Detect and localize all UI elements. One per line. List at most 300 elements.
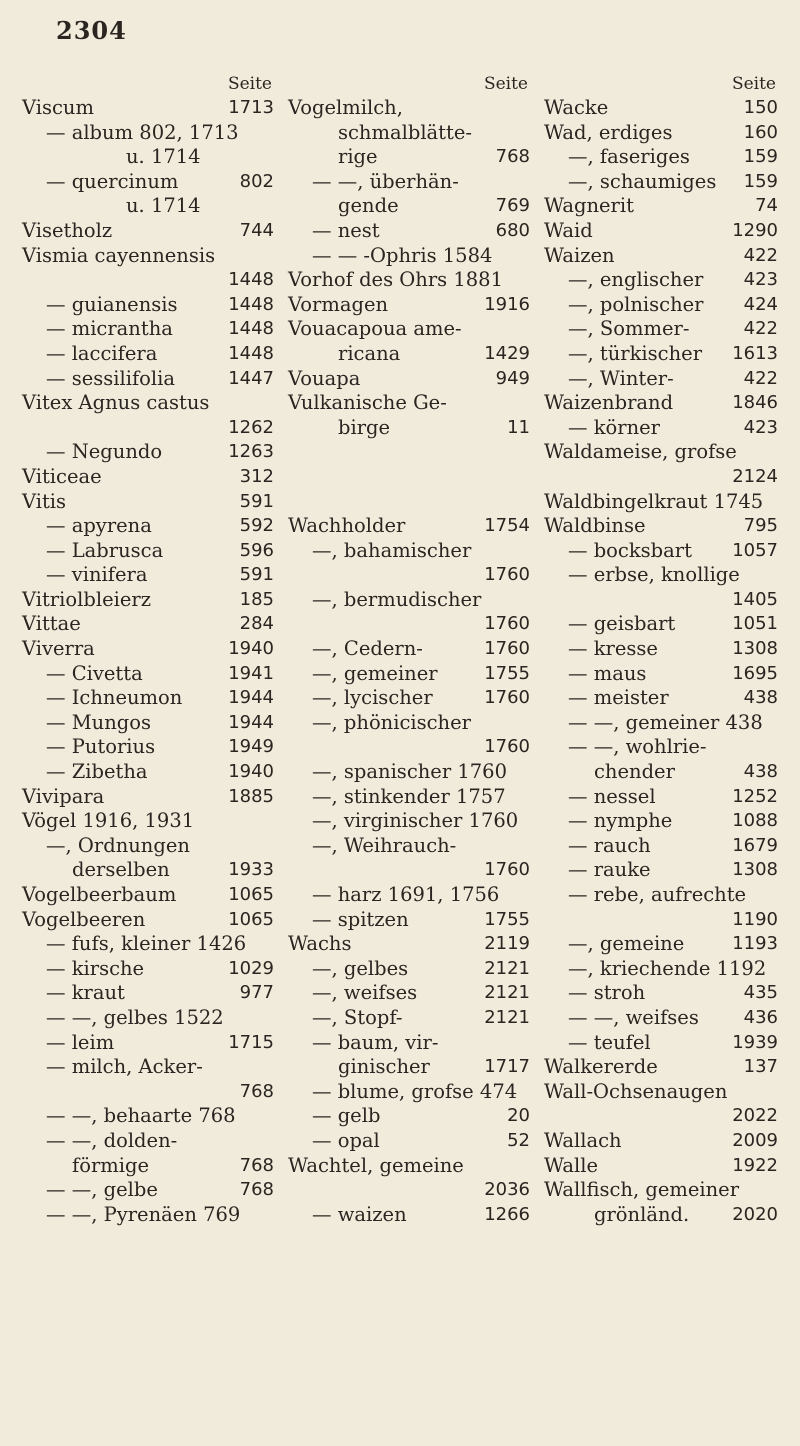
index-entry [22,440,280,465]
index-entry [22,1080,280,1105]
entry-term: — Negundo [46,440,163,464]
index-entry [544,1178,784,1203]
entry-term: — rauch [568,833,651,857]
index-entry [22,170,280,195]
entry-term: Viverra [22,637,95,661]
index-entry [22,1178,280,1203]
index-entry [288,637,536,662]
entry-list [544,96,784,1227]
entry-term: — bocksbart [568,538,692,562]
entry-page-ref: 1944 [228,687,274,709]
entry-term: —, bahamischer [312,538,472,562]
entry-term: — meister [568,686,669,710]
entry-term: —, phönicischer [312,710,471,734]
index-entry [544,342,784,367]
index-entry [288,1104,536,1129]
index-entry [544,1203,784,1228]
entry-page-ref: 1940 [228,638,274,660]
index-entry [288,1055,536,1080]
entry-term: —, Weihrauch- [312,833,457,857]
entry-term: — —, dolden- [46,1128,178,1152]
index-entry [544,957,784,982]
entry-term: Wad, erdiges [544,120,673,144]
index-entry [288,244,536,269]
entry-term: Vögel 1916, 1931 [22,809,195,833]
index-entry [288,416,536,441]
entry-term: — geisbart [568,612,676,636]
entry-term: birge [338,415,391,439]
entry-term: Waizen [544,243,615,267]
index-entry [544,588,784,613]
index-entry [22,957,280,982]
entry-page-ref: 592 [239,515,274,537]
entry-page-ref: 438 [743,687,778,709]
entry-term: Viticeae [22,464,102,488]
entry-page-ref: 1939 [732,1031,778,1053]
entry-term: — kirsche [46,956,145,980]
entry-page-ref: 768 [495,146,530,168]
index-entry [288,293,536,318]
entry-list [22,96,280,1227]
index-entry [22,760,280,785]
entry-term: — opal [312,1128,380,1152]
index-entry [288,809,536,834]
index-entry [544,1031,784,1056]
index-entry [288,1006,536,1031]
entry-term: Wachtel, gemeine [288,1153,464,1177]
index-entry [544,391,784,416]
index-entry [288,563,536,588]
entry-term: Wallach [544,1128,622,1152]
index-entry [22,932,280,957]
entry-term: —, Ordnungen [46,833,190,857]
entry-page-ref: 422 [743,318,778,340]
entry-term: Vogelbeerbaum [22,883,177,906]
index-entry [288,858,536,883]
entry-page-ref: 802 [239,170,274,192]
entry-page-ref: 1760 [484,736,530,758]
entry-page-ref: 1755 [484,662,530,684]
entry-term: —, gemeiner [312,661,438,685]
index-entry [288,662,536,687]
index-entry [544,1129,784,1154]
index-entry [288,145,536,170]
entry-page-ref: 2009 [732,1129,778,1151]
index-entry [288,367,536,392]
index-entry [22,858,280,883]
entry-page-ref: 1760 [484,564,530,586]
index-entry [22,883,280,908]
entry-page-ref: 1715 [228,1031,274,1053]
entry-term: Walle [544,1153,598,1177]
entry-term: Vitex Agnus castus [22,391,210,415]
index-entry [22,1006,280,1031]
entry-page-ref: 1448 [228,269,274,291]
index-entry [22,1129,280,1154]
index-entry [544,440,784,465]
entry-page-ref: 1717 [484,1056,530,1078]
entry-page-ref: 1760 [484,613,530,635]
index-column-3 [540,72,788,1227]
entry-term: —, weifses [312,981,418,1005]
entry-term: Wall-Ochsenaugen [544,1079,728,1103]
entry-term: — teufel [568,1030,651,1054]
index-entry [288,514,536,539]
entry-term: — blume, grofse 474 [312,1079,518,1103]
index-entry [544,268,784,293]
index-entry [544,96,784,121]
entry-term: —, polnischer [568,292,704,316]
entry-page-ref: 2036 [484,1179,530,1201]
entry-page-ref: 11 [507,416,530,438]
index-column-2 [284,72,540,1227]
entry-term: — maus [568,661,647,685]
index-entry [288,96,536,121]
entry-term: — nymphe [568,809,673,833]
entry-page-ref: 436 [743,1006,778,1028]
entry-term: — —, Pyrenäen 769 [46,1202,241,1226]
entry-term: —, schaumiges [568,169,717,193]
index-entry [22,490,280,515]
index-entry [288,735,536,760]
index-entry [288,1203,536,1228]
entry-page-ref: 1916 [484,293,530,315]
entry-page-ref: 1679 [732,834,778,856]
entry-term: — gelb [312,1104,381,1128]
index-entry [288,834,536,859]
entry-page-ref: 795 [743,515,778,537]
entry-term: Wallfisch, gemeiner [544,1178,740,1202]
entry-term: — körner [568,415,660,439]
entry-page-ref: 20 [507,1105,530,1127]
entry-term: Vulkanische Ge- [288,391,447,415]
index-entry [288,490,536,515]
entry-term: — sessilifolia [46,366,176,390]
index-entry [22,416,280,441]
entry-term: —, kriechende 1192 [568,956,767,980]
entry-term: — —, wohlrie- [568,735,707,759]
entry-page-ref: 591 [239,564,274,586]
entry-term: —, bermudischer [312,587,482,611]
entry-page-ref: 949 [495,367,530,389]
index-entry [288,539,536,564]
index-entry [288,612,536,637]
entry-page-ref: 422 [743,367,778,389]
entry-term: — Ichneumon [46,686,183,710]
entry-term: ricana [338,341,401,365]
entry-term: Wacke [544,96,609,119]
index-entry [22,637,280,662]
entry-term: — guianensis [46,292,178,316]
entry-page-ref: 1190 [732,908,778,930]
entry-page-ref: 422 [743,244,778,266]
entry-term: — Mungos [46,710,152,734]
index-entry [22,539,280,564]
index-entry [22,809,280,834]
index-entry [544,219,784,244]
entry-term: — Civetta [46,661,143,685]
entry-term: Walkererde [544,1055,658,1079]
index-entry [544,1055,784,1080]
index-entry [22,514,280,539]
entry-page-ref: 680 [495,219,530,241]
entry-page-ref: 1448 [228,293,274,315]
index-entry [544,465,784,490]
entry-page-ref: 284 [239,613,274,635]
entry-page-ref: 1262 [228,416,274,438]
entry-term: — laccifera [46,341,158,365]
index-entry [288,932,536,957]
entry-page-ref: 1051 [732,613,778,635]
entry-term: — harz 1691, 1756 [312,883,500,906]
index-entry [288,908,536,933]
index-entry [288,121,536,146]
index-entry [288,686,536,711]
entry-page-ref: 2121 [484,957,530,979]
index-entry [544,121,784,146]
entry-term: Vitriolbleierz [22,587,151,611]
index-entry [544,367,784,392]
entry-page-ref: 74 [755,195,778,217]
entry-page-ref: 424 [743,293,778,315]
index-entry [22,219,280,244]
entry-term: — —, weifses [568,1005,699,1029]
index-entry [22,96,280,121]
index-entry [22,1031,280,1056]
entry-term: Vormagen [288,292,389,316]
index-entry [544,662,784,687]
entry-term: — Putorius [46,735,156,759]
index-entry [22,317,280,342]
entry-term: — —, überhän- [312,169,459,193]
entry-term: Waldameise, grofse [544,440,737,464]
entry-page-ref: 438 [743,761,778,783]
entry-term: — rebe, aufrechte [568,883,747,906]
column-header: Seite [483,74,528,94]
entry-page-ref: 977 [239,982,274,1004]
index-entry [22,1055,280,1080]
entry-page-ref: 1448 [228,318,274,340]
index-entry [288,391,536,416]
entry-term: —, gemeine [568,932,685,956]
index-entry [288,342,536,367]
entry-term: Vismia cayennensis [22,243,216,267]
entry-page-ref: 185 [239,588,274,610]
index-entry [22,612,280,637]
index-entry [22,1154,280,1179]
entry-page-ref: 1193 [732,933,778,955]
entry-page-ref: 1695 [732,662,778,684]
entry-term: — nessel [568,784,656,808]
index-entry [288,760,536,785]
index-entry [288,1031,536,1056]
index-entry [544,170,784,195]
entry-term: grönländ. [594,1202,690,1226]
index-entry [288,1129,536,1154]
entry-term: — kraut [46,981,125,1005]
index-entry [544,858,784,883]
index-entry [544,1154,784,1179]
index-entry [544,1104,784,1129]
entry-page-ref: 1760 [484,638,530,660]
index-column-1 [18,72,284,1227]
index-entry [288,1178,536,1203]
entry-page-ref: 1266 [484,1203,530,1225]
entry-page-ref: 1846 [732,392,778,414]
entry-term: —, virginischer 1760 [312,809,519,833]
entry-term: — nest [312,218,380,242]
entry-page-ref: 1754 [484,515,530,537]
index-entry [544,637,784,662]
entry-page-ref: 2119 [484,933,530,955]
index-entry [22,563,280,588]
index-entry [22,1104,280,1129]
entry-page-ref: 1290 [732,219,778,241]
index-entry [544,883,784,908]
entry-term: —, Stopf- [312,1005,403,1029]
page-number: 2304 [56,16,127,45]
entry-page-ref: 1448 [228,342,274,364]
entry-page-ref: 150 [743,97,778,118]
entry-term: derselben [72,858,170,882]
entry-term: — rauke [568,858,651,882]
entry-term: Vorhof des Ohrs 1881 [288,268,503,292]
entry-term: — baum, vir- [312,1030,439,1054]
entry-page-ref: 1944 [228,711,274,733]
entry-term: —, Cedern- [312,637,423,661]
entry-page-ref: 1940 [228,761,274,783]
entry-page-ref: 1885 [228,785,274,807]
index-entry [544,711,784,736]
entry-term: Vouapa [288,366,361,390]
entry-page-ref: 768 [239,1080,274,1102]
index-entry [544,317,784,342]
index-entry [22,588,280,613]
entry-page-ref: 1760 [484,859,530,881]
entry-term: — —, gelbes 1522 [46,1005,224,1029]
entry-term: —, Winter- [568,366,674,390]
entry-term: förmige [72,1153,150,1177]
entry-page-ref: 1308 [732,638,778,660]
index-entry [288,317,536,342]
index-entry [22,981,280,1006]
entry-term: —, türkischer [568,341,703,365]
entry-term: — leim [46,1030,115,1054]
entry-term: —, stinkender 1757 [312,784,506,808]
index-entry [22,465,280,490]
entry-page-ref: 1922 [732,1154,778,1176]
entry-page-ref: 596 [239,539,274,561]
entry-page-ref: 312 [239,465,274,487]
entry-page-ref: 1755 [484,908,530,930]
index-entry [288,981,536,1006]
entry-term: — waizen [312,1202,407,1226]
entry-term: u. 1714 [126,194,201,218]
index-entry [288,268,536,293]
entry-term: Visetholz [22,218,113,242]
entry-term: — vinifera [46,563,148,587]
entry-term: Vouacapoua ame- [288,317,462,341]
entry-page-ref: 160 [743,121,778,143]
entry-term: —, faseriges [568,145,690,169]
entry-page-ref: 52 [507,1129,530,1151]
index-entry [544,908,784,933]
index-entry [544,1080,784,1105]
entry-page-ref: 159 [743,170,778,192]
entry-page-ref: 2020 [732,1203,778,1225]
index-entry [22,908,280,933]
entry-term: — kresse [568,637,658,661]
entry-page-ref: 423 [743,416,778,438]
entry-term: Wachs [288,932,352,956]
index-columns [18,72,788,1227]
entry-term: Vogelmilch, [288,96,403,119]
entry-page-ref: 769 [495,195,530,217]
entry-page-ref: 591 [239,490,274,512]
entry-page-ref: 1941 [228,662,274,684]
entry-page-ref: 1949 [228,736,274,758]
entry-term: Viscum [22,96,94,119]
index-entry [288,194,536,219]
index-entry [288,1154,536,1179]
entry-term: rige [338,145,378,169]
entry-term: u. 1714 [126,145,201,169]
index-entry [288,883,536,908]
index-entry [288,711,536,736]
index-entry [544,735,784,760]
entry-term: Vittae [22,612,81,636]
entry-page-ref: 435 [743,982,778,1004]
index-entry [544,145,784,170]
entry-term: —, lycischer [312,686,433,710]
entry-page-ref: 2121 [484,982,530,1004]
entry-term: — Labrusca [46,538,164,562]
index-entry [22,711,280,736]
index-entry [22,735,280,760]
index-entry [22,121,280,146]
entry-page-ref: 1065 [228,884,274,905]
entry-term: — quercinum [46,169,179,193]
index-entry [544,1006,784,1031]
index-entry [288,219,536,244]
index-entry [544,612,784,637]
index-entry [22,145,280,170]
entry-page-ref: 1088 [732,810,778,832]
index-entry [22,1203,280,1228]
entry-page-ref: 137 [743,1056,778,1078]
index-entry [544,244,784,269]
entry-page-ref: 744 [239,219,274,241]
index-entry [22,342,280,367]
index-entry [22,785,280,810]
entry-page-ref: 1713 [228,97,274,118]
entry-term: — milch, Acker- [46,1055,203,1079]
entry-page-ref: 1760 [484,687,530,709]
entry-page-ref: 2124 [732,465,778,487]
index-entry [22,834,280,859]
entry-term: Waldbinse [544,514,646,538]
index-entry [544,194,784,219]
entry-term: — stroh [568,981,646,1005]
entry-page-ref: 1065 [228,908,274,930]
entry-term: —, englischer [568,268,704,292]
entry-page-ref: 1405 [732,588,778,610]
index-entry [544,416,784,441]
index-entry [22,194,280,219]
entry-term: — apyrena [46,514,152,538]
entry-term: Wachholder [288,514,406,538]
entry-term: Waldbingelkraut 1745 [544,489,764,513]
